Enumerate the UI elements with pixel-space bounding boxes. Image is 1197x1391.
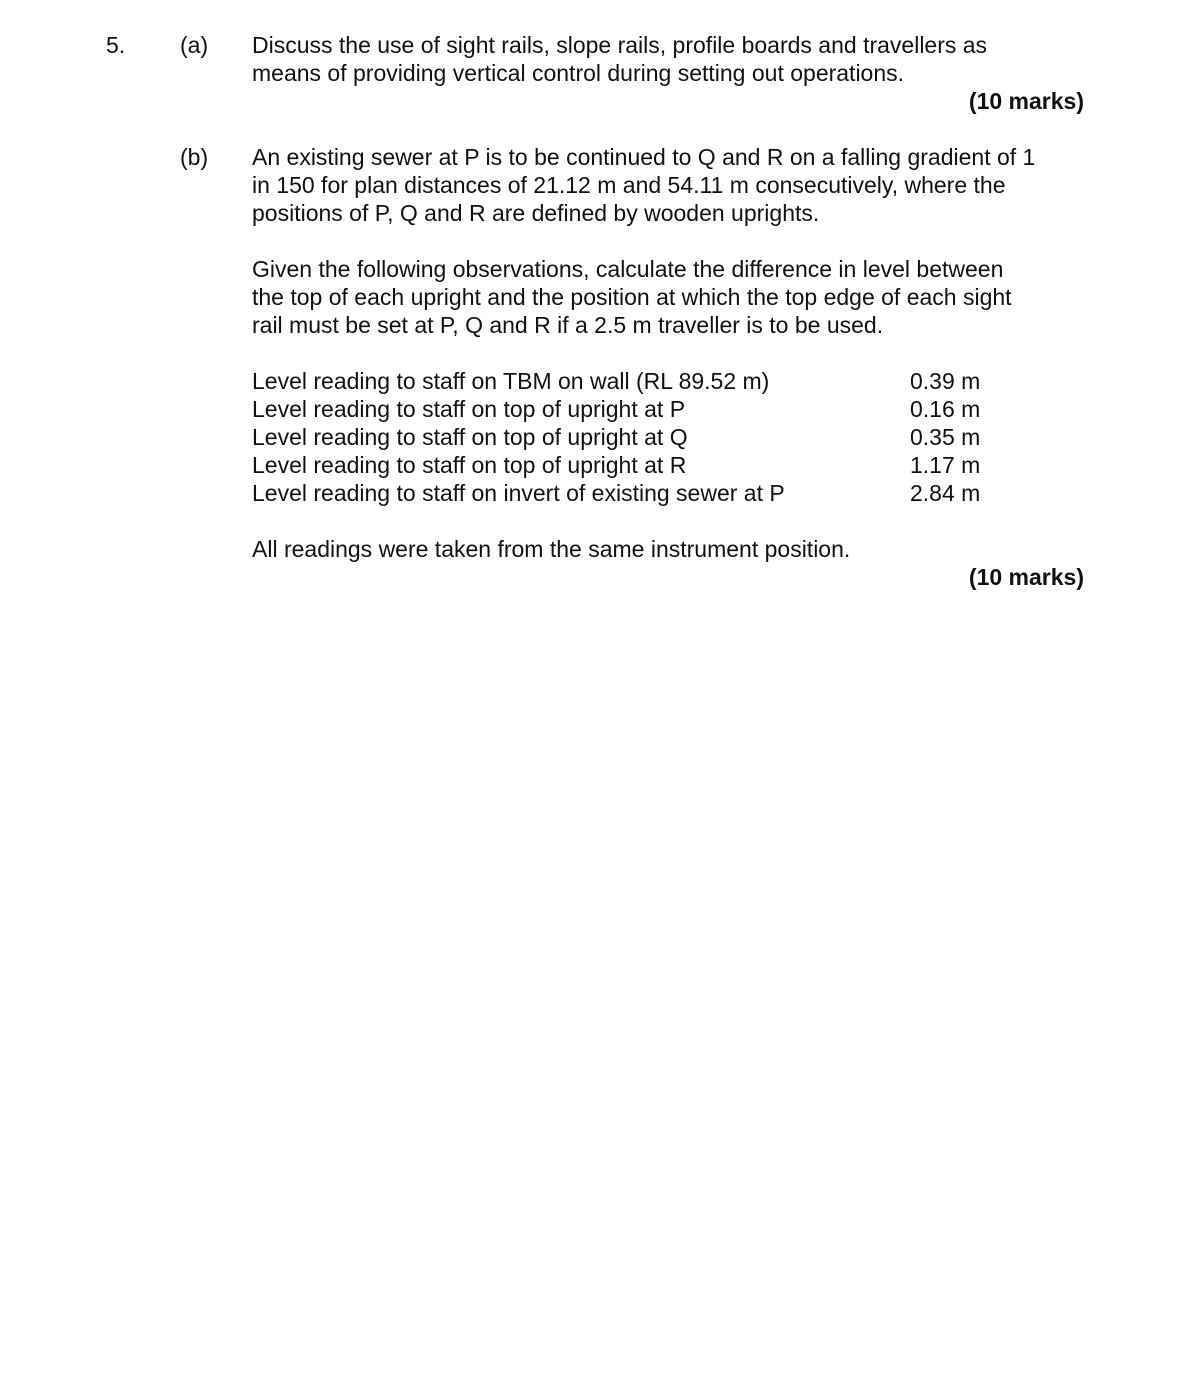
- reading-value: 0.16 m: [910, 396, 981, 422]
- part-a-marks: (10 marks): [968, 88, 1084, 114]
- part-b-line: rail must be set at P, Q and R if a 2.5 m traveller is to be used.: [252, 312, 884, 338]
- part-b-paragraph-1: [252, 143, 1092, 227]
- reading-value: 0.35 m: [910, 424, 981, 450]
- part-b-line: positions of P, Q and R are defined by wooden uprights.: [252, 200, 820, 226]
- part-b-line: the top of each upright and the position at which the top edge of each sight: [252, 284, 1012, 310]
- reading-row: [252, 423, 992, 451]
- reading-label: Level reading to staff on top of upright at Q: [252, 424, 688, 450]
- part-a-label: (a): [180, 32, 209, 58]
- reading-label: Level reading to staff on TBM on wall (RL 89.52 m): [252, 368, 770, 394]
- part-b-line: An existing sewer at P is to be continued to Q and R on a falling gradient of 1: [252, 144, 1036, 170]
- part-b-line: Given the following observations, calculate the difference in level between: [252, 256, 1004, 282]
- reading-value: 0.39 m: [910, 368, 981, 394]
- part-b-note: All readings were taken from the same instrument position.: [252, 536, 851, 562]
- reading-row: [252, 395, 992, 423]
- reading-label: Level reading to staff on top of upright at R: [252, 452, 687, 478]
- reading-label: Level reading to staff on invert of existing sewer at P: [252, 480, 785, 506]
- part-b-line: in 150 for plan distances of 21.12 m and 54.11 m consecutively, where the: [252, 172, 1006, 198]
- part-b-paragraph-2: [252, 255, 1092, 339]
- reading-row: [252, 451, 992, 479]
- reading-row: [252, 479, 992, 507]
- part-a-line: means of providing vertical control during setting out operations.: [252, 60, 905, 86]
- reading-value: 2.84 m: [910, 480, 981, 506]
- reading-label: Level reading to staff on top of upright at P: [252, 396, 686, 422]
- reading-value: 1.17 m: [910, 452, 981, 478]
- part-a-text: [252, 31, 1092, 87]
- part-b-label: (b): [180, 144, 209, 170]
- readings-table: [252, 367, 992, 507]
- reading-row: [252, 367, 992, 395]
- part-b-marks: (10 marks): [968, 564, 1084, 590]
- question-number: 5.: [106, 32, 126, 58]
- part-a-line: Discuss the use of sight rails, slope rails, profile boards and travellers as: [252, 32, 988, 58]
